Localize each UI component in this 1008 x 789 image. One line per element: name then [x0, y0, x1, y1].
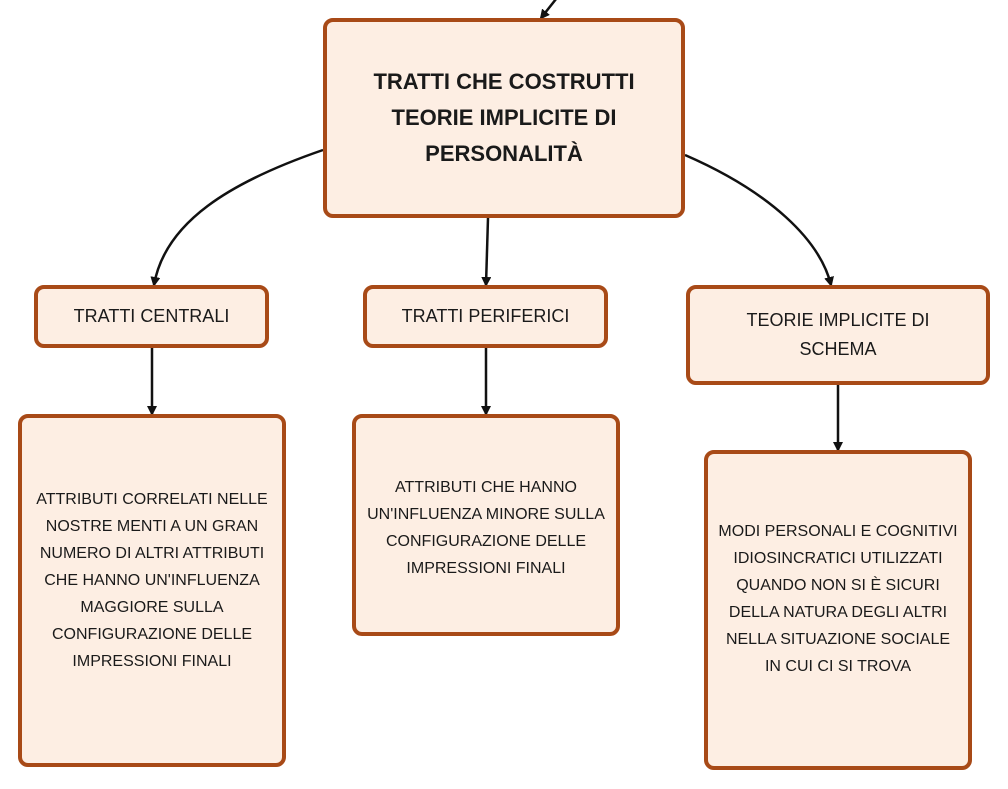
connector-root-to-teorie — [685, 155, 831, 285]
connector-root-to-periferici — [486, 218, 488, 285]
node-teorie-implicite — [686, 285, 990, 385]
leaf-teorie-implicite-text: MODI PERSONALI E COGNITIVI IDIOSINCRATICI UTILIZZATI QUANDO NON SI È SICURI DELLA NATURA DEGLI ALTRI NELLA SITUAZIONE SOCIALE IN CUI CI SI TROVA — [718, 523, 958, 675]
leaf-tratti-periferici — [352, 414, 620, 636]
leaf-teorie-implicite — [704, 450, 972, 770]
node-tratti-periferici — [363, 285, 608, 348]
leaf-tratti-centrali-text: ATTRIBUTI CORRELATI NELLE NOSTRE MENTI A UN GRAN NUMERO DI ALTRI ATTRIBUTI CHE HANNO UN'INFLUENZA MAGGIORE SULLA CONFIGURAZIONE DELLE IMPRESSIONI FINALI — [36, 491, 268, 670]
root-node-label: TRATTI CHE COSTRUTTI TEORIE IMPLICITE DI PERSONALITÀ — [373, 69, 635, 166]
leaf-tratti-centrali — [18, 414, 286, 767]
leaf-tratti-periferici-text: ATTRIBUTI CHE HANNO UN'INFLUENZA MINORE SULLA CONFIGURAZIONE DELLE IMPRESSIONI FINALI — [367, 479, 605, 577]
node-tratti-centrali-label: TRATTI CENTRALI — [73, 306, 230, 326]
connector-root-to-central — [154, 150, 323, 285]
node-tratti-centrali — [34, 285, 269, 348]
node-tratti-periferici-label: TRATTI PERIFERICI — [401, 306, 570, 326]
incoming-connector — [541, 0, 560, 18]
node-teorie-implicite-label: TEORIE IMPLICITE DI SCHEMA — [746, 310, 930, 359]
root-node — [323, 18, 685, 218]
